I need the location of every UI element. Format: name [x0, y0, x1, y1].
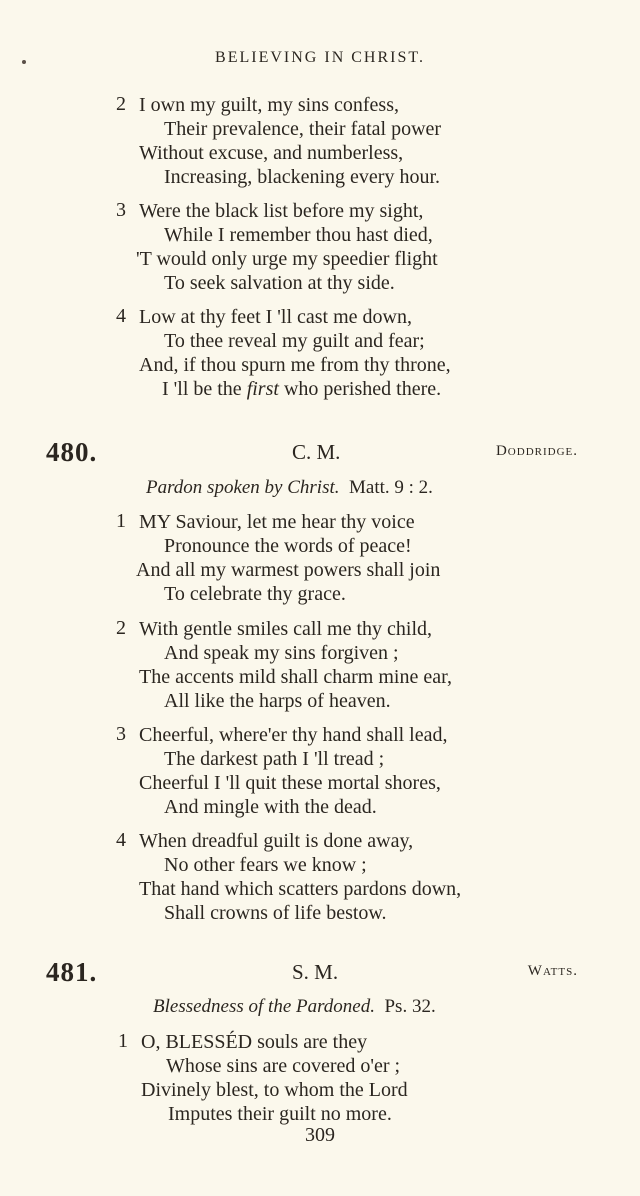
verse-line: That hand which scatters pardons down, — [139, 878, 462, 900]
verse-line — [162, 377, 441, 401]
verse-line: With gentle smiles call me thy child, — [139, 618, 433, 640]
verse-line: When dreadful guilt is done away, — [139, 830, 414, 852]
verse-line: MY Saviour, let me hear thy voice — [139, 511, 415, 533]
verse-line: All like the harps of heaven. — [164, 690, 391, 712]
verse-text: who perished there. — [278, 378, 442, 400]
hymn-subtitle — [146, 477, 433, 499]
verse-line: While I remember thou hast died, — [164, 224, 433, 246]
hymn-number: 481. — [46, 957, 98, 987]
stanza-number: 1 — [118, 1030, 128, 1052]
verse-line: 'T would only urge my speedier flight — [136, 248, 438, 270]
meter: C. M. — [292, 440, 341, 464]
author: Doddridge. — [495, 443, 578, 459]
verse-line: The accents mild shall charm mine ear, — [139, 666, 452, 688]
stanza-number: 1 — [116, 510, 126, 532]
verse-line: To seek salvation at thy side. — [164, 272, 395, 294]
verse-line: Whose sins are covered o'er ; — [166, 1055, 401, 1077]
verse-line: Imputes their guilt no more. — [168, 1103, 392, 1125]
verse-text: I 'll be the — [162, 378, 247, 400]
stanza-number: 2 — [116, 617, 126, 639]
stanza-number: 4 — [116, 829, 126, 851]
verse-line: Without excuse, and numberless, — [139, 142, 404, 164]
scripture-reference: Ps. 32. — [384, 996, 436, 1017]
stanza-number: 3 — [116, 199, 126, 221]
verse-line: Their prevalence, their fatal power — [164, 118, 442, 140]
emphasized-word: first — [246, 378, 279, 400]
verse-line: Divinely blest, to whom the Lord — [141, 1079, 408, 1101]
author: Watts. — [527, 963, 578, 979]
verse-line: And mingle with the dead. — [164, 796, 377, 818]
subtitle-title: Pardon spoken by Christ. — [146, 477, 340, 498]
subtitle-title: Blessedness of the Pardoned. — [153, 996, 375, 1017]
verse-line: To celebrate thy grace. — [164, 583, 346, 605]
verse-line: The darkest path I 'll tread ; — [164, 748, 385, 770]
verse-line: Shall crowns of life bestow. — [164, 902, 387, 924]
stanza-number: 4 — [116, 305, 126, 327]
ink-speck — [22, 60, 26, 64]
verse-line: To thee reveal my guilt and fear; — [164, 330, 425, 352]
verse-line: Were the black list before my sight, — [139, 200, 424, 222]
stanza-number: 3 — [116, 723, 126, 745]
verse-line: No other fears we know ; — [164, 854, 367, 876]
verse-line: Increasing, blackening every hour. — [164, 166, 441, 188]
verse-line: Low at thy feet I 'll cast me down, — [139, 306, 412, 328]
hymn-subtitle — [153, 996, 436, 1018]
meter: S. M. — [292, 960, 339, 984]
verse-line: Cheerful I 'll quit these mortal shores, — [139, 772, 441, 794]
verse-line: And, if thou spurn me from thy throne, — [139, 354, 451, 376]
hymn-number: 480. — [46, 437, 98, 467]
verse-line: Cheerful, where'er thy hand shall lead, — [139, 724, 448, 746]
verse-line: O, BLESSÉD souls are they — [141, 1031, 368, 1053]
verse-line: Pronounce the words of peace! — [164, 535, 412, 557]
stanza-number: 2 — [116, 93, 126, 115]
scripture-reference: Matt. 9 : 2. — [349, 477, 433, 498]
page-number: 309 — [305, 1124, 335, 1146]
running-header: BELIEVING IN CHRIST. — [215, 49, 425, 66]
verse-line: I own my guilt, my sins confess, — [139, 94, 399, 116]
verse-line: And speak my sins forgiven ; — [164, 642, 399, 664]
verse-line: And all my warmest powers shall join — [136, 559, 441, 581]
